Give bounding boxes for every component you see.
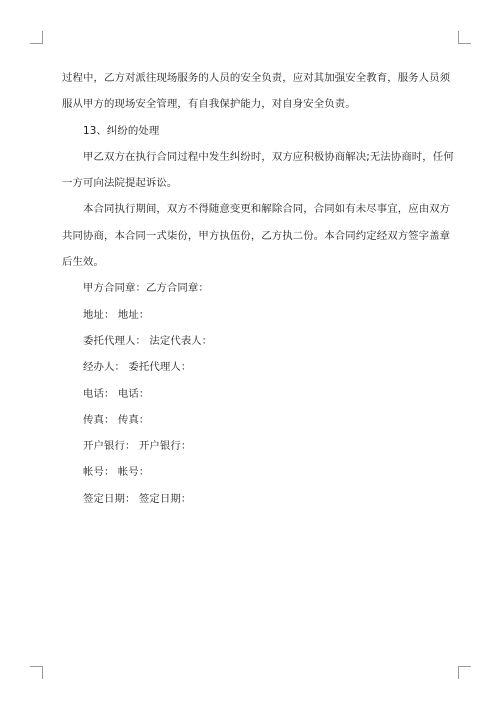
crop-mark-top-right <box>458 31 471 44</box>
signature-block <box>62 275 440 512</box>
signature-line-address: 地址： 地址： <box>83 308 150 321</box>
paragraph-line: 共同协商，本合同一式柒份，甲方执伍份，乙方执二份。本合同约定经双方签字盖章 <box>62 229 451 242</box>
crop-mark-bottom-right <box>458 666 471 679</box>
paragraph-line: 甲乙双方在执行合同过程中发生纠纷时，双方应积极协商解决;无法协商时，任何 <box>83 150 454 163</box>
signature-line-fax: 传真： 传真： <box>83 413 150 426</box>
section-heading: 13、纠纷的处理 <box>83 124 160 137</box>
signature-line-representative: 委托代理人： 法定代表人： <box>83 334 213 347</box>
signature-line-seal: 甲方合同章：乙方合同章： <box>83 282 209 295</box>
crop-mark-bottom-left <box>30 666 43 679</box>
document-body <box>62 65 454 512</box>
signature-line-phone: 电话： 电话： <box>83 387 150 400</box>
paragraph-line: 一方可向法院提起诉讼。 <box>62 177 178 190</box>
signature-line-handler: 经办人： 委托代理人： <box>83 361 192 374</box>
signature-line-bank: 开户银行： 开户银行： <box>83 440 192 453</box>
signature-line-account: 帐号： 帐号： <box>83 466 150 479</box>
paragraph-line: 后生效。 <box>62 256 104 269</box>
paragraph-line: 过程中，乙方对派往现场服务的人员的安全负责，应对其加强安全教育，服务人员须 <box>62 72 451 84</box>
paragraph-line: 服从甲方的现场安全管理，有自我保护能力，对自身安全负责。 <box>62 98 356 111</box>
crop-mark-top-left <box>30 31 43 44</box>
paragraph-line: 本合同执行期间，双方不得随意变更和解除合同，合同如有未尽事宜，应由双方 <box>83 203 451 216</box>
signature-line-date: 签定日期： 签定日期： <box>83 492 192 505</box>
